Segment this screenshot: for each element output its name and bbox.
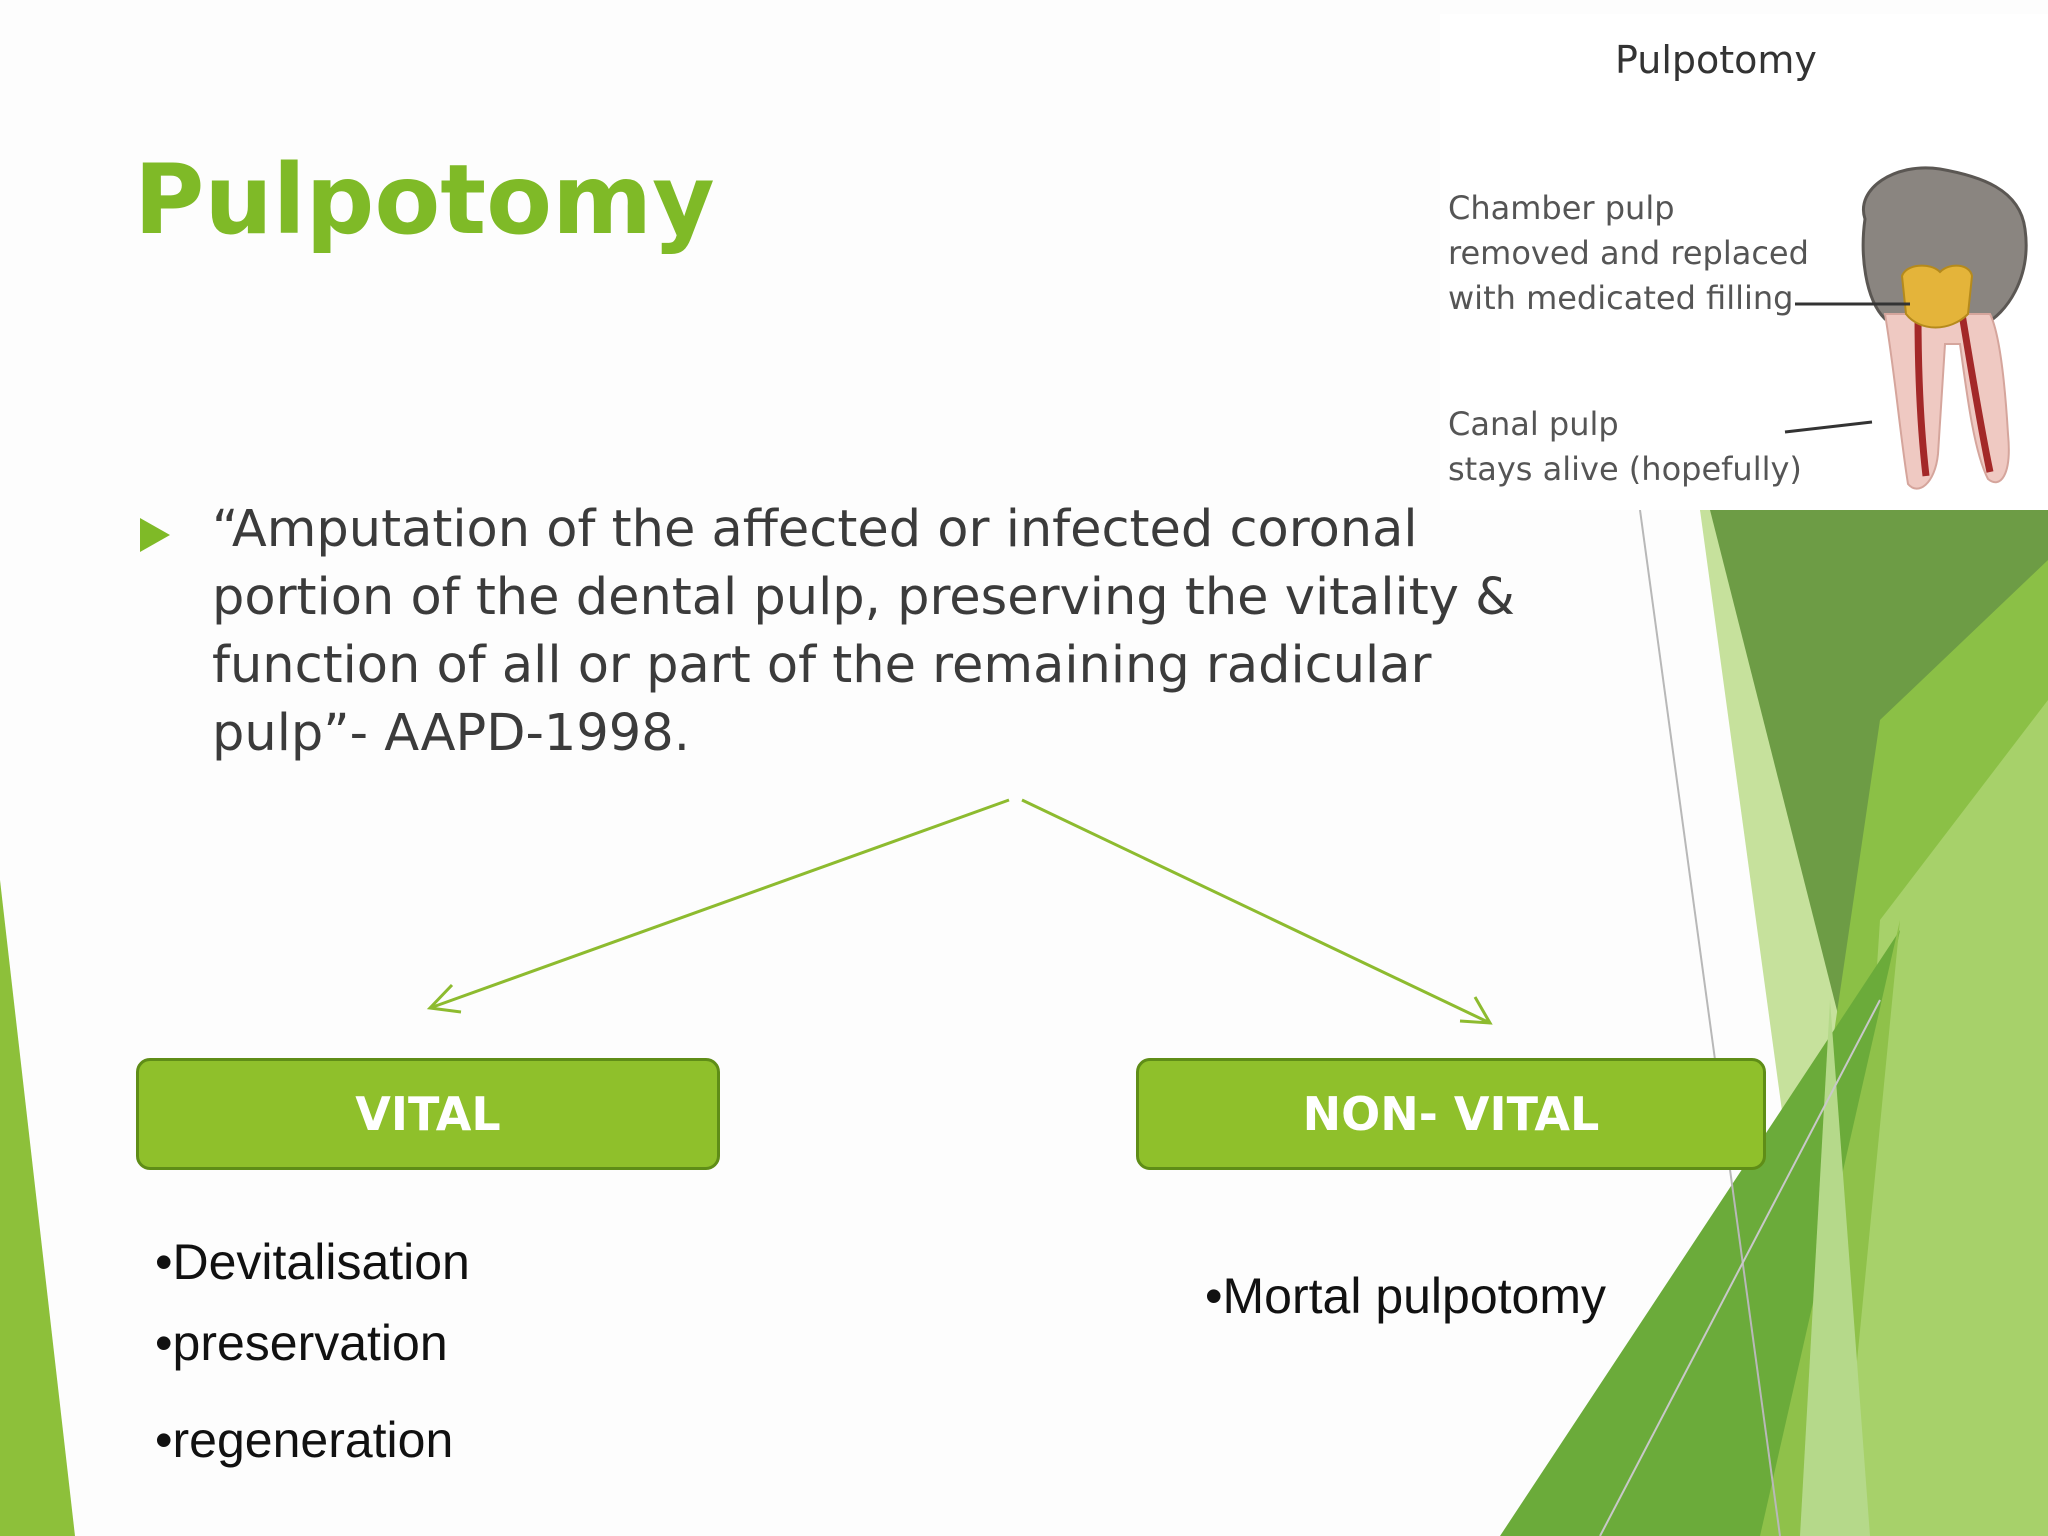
vital-box: VITAL	[136, 1058, 720, 1170]
vital-item-devitalisation: •Devitalisation	[155, 1234, 470, 1290]
non-vital-box: NON- VITAL	[1136, 1058, 1766, 1170]
arrow-to-vital	[430, 800, 1009, 1008]
vital-item-regeneration: •regeneration	[155, 1412, 454, 1468]
vital-item-preservation: •preservation	[155, 1315, 448, 1371]
chamber-pulp-label: Chamber pulp removed and replaced with medicated filling	[1448, 189, 1809, 317]
slide-title: Pulpotomy	[134, 144, 715, 256]
figure-title: Pulpotomy	[1615, 38, 1817, 82]
canal-pulp-label: Canal pulp stays alive (hopefully)	[1448, 405, 1802, 488]
non-vital-item-mortal-pulpotomy: •Mortal pulpotomy	[1205, 1268, 1607, 1324]
definition-text: “Amputation of the affected or infected coronal portion of the dental pulp, preserving the vitality & function of all or part of the remaining radicular pulp”- AAPD-1998.	[212, 500, 1515, 763]
arrow-to-nonvital	[1022, 800, 1490, 1023]
